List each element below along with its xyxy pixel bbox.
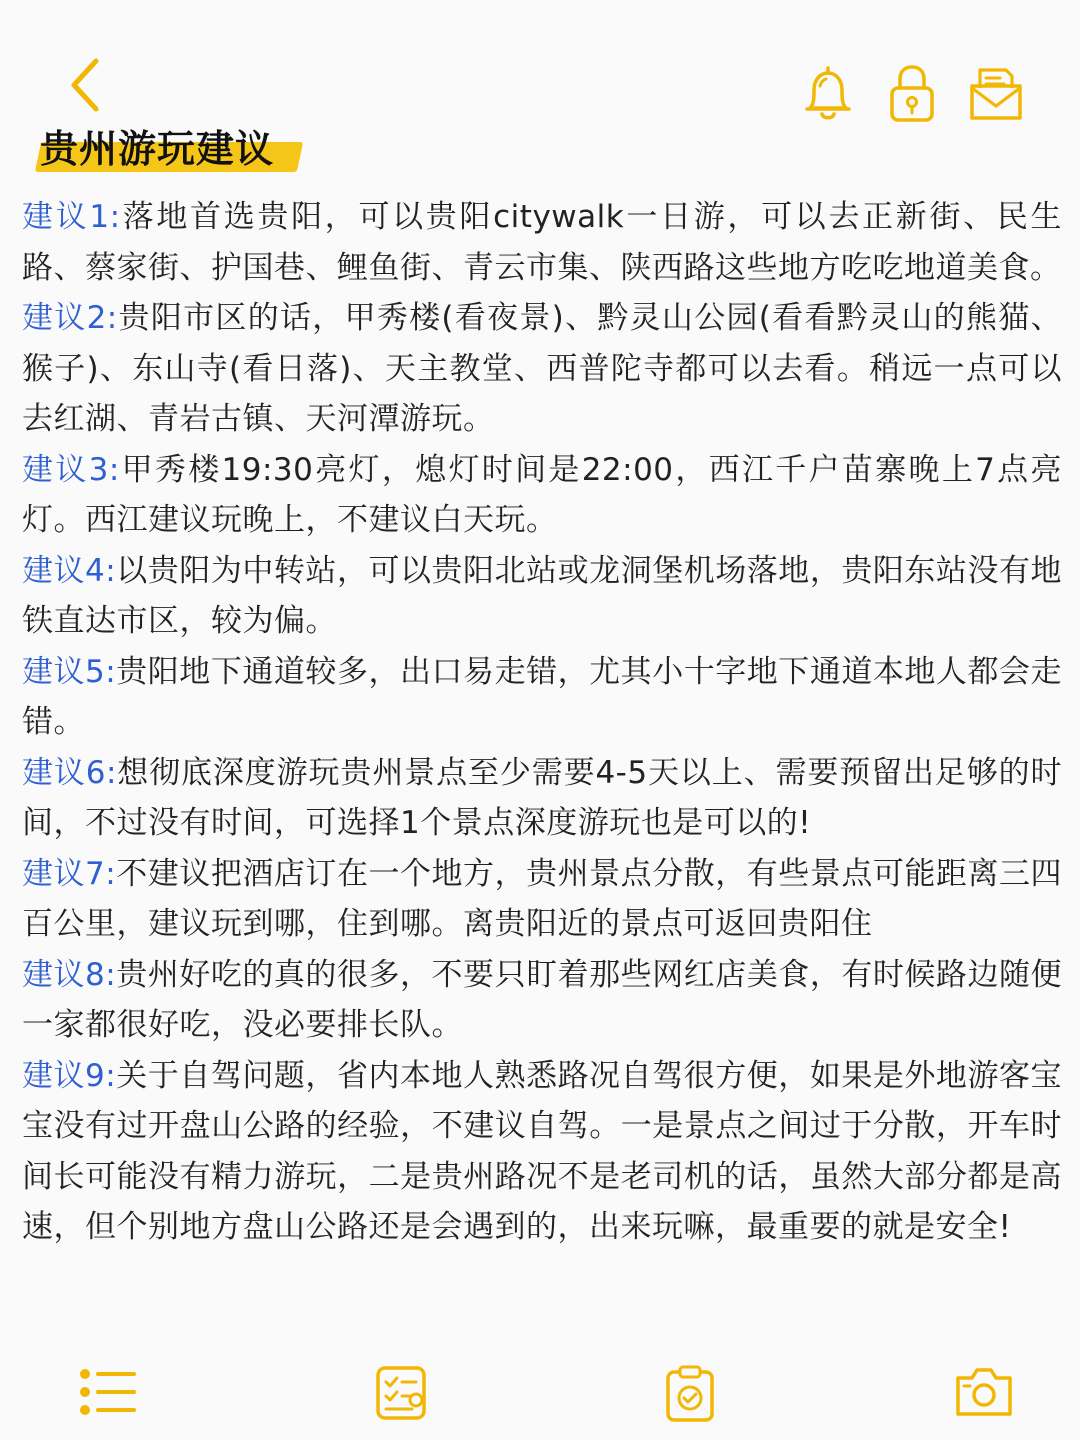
tip-label: 建议9:	[22, 1057, 117, 1094]
tip-item	[22, 192, 1062, 293]
tip-label: 建议1:	[22, 199, 121, 235]
tips-list	[22, 192, 1062, 1253]
top-bar	[0, 0, 1080, 130]
clipboard-check-icon[interactable]	[664, 1364, 716, 1424]
title-block	[34, 122, 274, 176]
tip-label: 建议8:	[22, 956, 117, 993]
tip-item	[22, 849, 1062, 950]
tip-label: 建议7:	[22, 855, 117, 892]
mail-icon[interactable]	[968, 62, 1024, 124]
tip-text: 甲秀楼19:30亮灯，熄灯时间是22:00，西江千户苗寨晚上7点亮灯。西江建议玩晚上，不建议白天玩。	[22, 451, 1062, 538]
chevron-left-icon	[62, 55, 112, 115]
lock-icon[interactable]	[884, 62, 940, 124]
tip-item	[22, 293, 1062, 445]
tip-label: 建议5:	[22, 653, 117, 690]
tip-label: 建议6:	[22, 754, 117, 791]
tip-text: 落地首选贵阳，可以贵阳citywalk一日游，可以去正新街、民生路、蔡家街、护国巷、鲤鱼街、青云市集、陕西路这些地方吃吃地道美食。	[22, 199, 1062, 286]
tip-item	[22, 1051, 1062, 1253]
page-title: 贵州游玩建议	[40, 127, 275, 171]
checklist-icon[interactable]	[374, 1364, 430, 1422]
tip-text: 想彻底深度游玩贵州景点至少需要4-5天以上、需要预留出足够的时间，不过没有时间，可选择1个景点深度游玩也是可以的!	[22, 754, 1062, 841]
tip-text: 不建议把酒店订在一个地方，贵州景点分散，有些景点可能距离三四百公里，建议玩到哪，住到哪。离贵阳近的景点可返回贵阳住	[22, 855, 1063, 942]
tip-text: 贵州好吃的真的很多，不要只盯着那些网红店美食，有时候路边随便一家都很好吃，没必要排长队。	[22, 956, 1063, 1043]
tip-item	[22, 546, 1062, 647]
list-icon[interactable]	[76, 1364, 138, 1420]
top-icon-group	[800, 62, 1024, 124]
tip-text: 以贵阳为中转站，可以贵阳北站或龙洞堡机场落地，贵阳东站没有地铁直达市区，较为偏。	[22, 552, 1063, 639]
camera-icon[interactable]	[952, 1364, 1016, 1420]
bell-icon[interactable]	[800, 62, 856, 124]
back-button[interactable]	[62, 55, 112, 115]
tip-item	[22, 445, 1062, 546]
tip-label: 建议4:	[22, 552, 117, 589]
bottom-bar	[0, 1360, 1080, 1440]
tip-text: 关于自驾问题，省内本地人熟悉路况自驾很方便，如果是外地游客宝宝没有过开盘山公路的经验，不建议自驾。一是景点之间过于分散，开车时间长可能没有精力游玩，二是贵州路况不是老司机的话，虽然大部分都是高速，但个别地方盘山公路还是会遇到的，出来玩嘛，最重要的就是安全!	[22, 1057, 1063, 1245]
tip-text: 贵阳地下通道较多，出口易走错，尤其小十字地下通道本地人都会走错。	[22, 653, 1063, 740]
tip-label: 建议2:	[22, 300, 118, 336]
tip-item	[22, 748, 1062, 849]
tip-label: 建议3:	[22, 451, 120, 488]
tip-item	[22, 950, 1062, 1051]
tip-item	[22, 647, 1062, 748]
tip-text: 贵阳市区的话，甲秀楼(看夜景)、黔灵山公园(看看黔灵山的熊猫、猴子)、东山寺(看日落)、天主教堂、西普陀寺都可以去看。稍远一点可以去红湖、青岩古镇、天河潭游玩。	[22, 300, 1062, 437]
